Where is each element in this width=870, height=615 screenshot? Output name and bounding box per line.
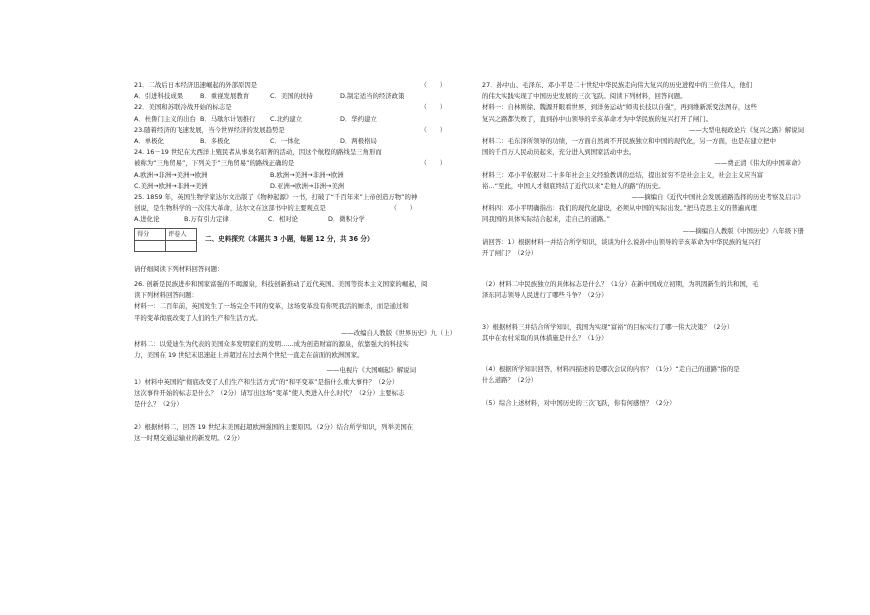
question-23: 23.随着经济的飞速发展，当今世界经济的发展趋势是 （ ） xyxy=(134,125,446,134)
question-21-options xyxy=(134,91,456,102)
option-b: B．重视发展教育 xyxy=(200,92,250,101)
option-a: A．杜鲁门主义的出台 xyxy=(134,114,196,123)
answer-2-line-2: 泽东同志领导人民进行了哪些斗争？（2分） xyxy=(482,291,608,300)
option-c: C.北约建立 xyxy=(270,114,303,123)
option-c: C.美洲→欧洲→非洲→美洲 xyxy=(134,181,208,190)
score-box-row xyxy=(134,228,456,252)
question-25-options xyxy=(134,214,456,225)
instruction: 请仔细阅读下列材料回答问题： xyxy=(134,264,224,273)
question-27-line-1: 27．孙中山、毛泽东、邓小平是二十世纪中华民族走向伟大复兴的历史进程中的三位伟人，他们 xyxy=(482,81,753,89)
answer-1-line-1: 1）材料中英国的“彻底改变了人们生产和生活方式”的“和平变革”是指什么重大事件？（2分） xyxy=(134,377,399,386)
material-2-source: ——电视片《大国崛起》解说词 xyxy=(326,366,416,375)
option-a: A.欧洲→非洲→美洲→欧洲 xyxy=(134,170,208,179)
material-1-line-1: 材料一：自林则徐、魏源开眼看世界，到洋务运动“师夷长技以自强”，再到维新派变法图存，这些 xyxy=(482,103,758,112)
answer-2-line-2: 这一时期交通运输业的新发明。（2分） xyxy=(134,434,244,443)
option-c: C．相对论 xyxy=(268,215,299,224)
score-label: 得分 xyxy=(135,228,166,240)
material-1-line-2: 平的变革彻底改变了人们的生产和生活方式。 xyxy=(134,313,262,322)
answer-2-line-1: （2）材料二中民族独立的具体标志是什么？（1分）在新中国成立初期，为巩固新生的共和国，毛 xyxy=(482,280,759,289)
answer-2-line-1: 2）根据材料二，回答 19 世纪末美国赶超欧洲强国的主要原因。（2分）结合所学知识，列举美国在 xyxy=(134,423,414,432)
material-2-line-2: 力，美国在 19 世纪末迅速赶上并超过在过去两个世纪一直走在前面的欧洲国家。 xyxy=(134,351,364,360)
question-26-line-2: 读下列材料回答问题： xyxy=(134,291,198,300)
material-3-source: ——摘编自《近代中国社会发展道路选择的历史考察及启示》 xyxy=(631,193,804,202)
question-23-options xyxy=(134,136,456,147)
grader-cell[interactable] xyxy=(166,240,197,251)
material-4-line-1: 材料四：邓小平明确指出：我们的现代化建设，必须从中国的实际出发。”把马克思主义的普遍真理 xyxy=(482,204,757,213)
answer-1-line-2: 这次事件开始的标志是什么？（2分）请写出这场“变革”使人类进入什么时代？（2分）主要标志 xyxy=(134,388,405,397)
material-2-line-2: 国的千百万人民动员起来，充分进入到国家活动中去。 xyxy=(482,148,636,157)
material-4-source: ——摘编自人教版《中国历史》八年级下册 xyxy=(682,226,804,235)
question-24-line-2: 被称为“三角贸易”，下列关于“三角贸易”的路线正确的是 （ ） xyxy=(134,159,446,168)
material-1-line-2: 复兴之路都失败了，直到孙中山领导的辛亥革命才为中华民族的复兴打开了闸门。 xyxy=(482,114,713,123)
option-b: B.万有引力定律 xyxy=(184,215,229,224)
answer-4-line-2: 什么道路？（2分） xyxy=(482,376,538,385)
option-b: B.欧洲→美洲→非洲→欧洲 xyxy=(270,170,344,179)
option-d: D．微积分学 xyxy=(328,215,365,224)
answer-3-line-1: 3）根据材料三并结合所学知识，我国为实现“富裕”的目标实行了哪一伟大决策？（2分） xyxy=(482,322,734,331)
answer-1-line-2: 开了闸门？（2分） xyxy=(482,249,538,258)
right-column xyxy=(482,80,804,410)
question-24-options-2 xyxy=(134,181,456,192)
material-1-source: ——改编自人教版《世界历史》九（上） xyxy=(340,328,456,337)
material-1-line-1: 材料一：二百年前，英国发生了一场完全不同的变革，这场变革没有你死我活的厮杀，而是通过和 xyxy=(134,302,409,311)
material-3-line-1: 材料三：邓小平依据对二十多年社会主义经验教训的总结，提出贫穷不是社会主义，社会主义应当富 xyxy=(482,170,764,179)
question-24-options-1 xyxy=(134,170,456,181)
question-21: 21．二战后日本经济迅速崛起的外部原因是 （ ） xyxy=(134,81,446,89)
question-26-line-1: 26. 创新是民族进步和国家富强的不竭源泉，科技创新推动了近代英国、美国等资本主义国家的崛起，阅 xyxy=(134,280,428,289)
option-a: A．单极化 xyxy=(134,137,164,146)
option-c: C．美国的扶持 xyxy=(270,92,313,101)
score-table xyxy=(134,228,197,252)
section-title: 二、史料探究（本题共 3 小题，每题 12 分，共 36 分） xyxy=(205,235,374,244)
question-24-line-1: 24. 16－19 世纪在大西洋上殖民者从事臭名昭著的活动，因这个航程的路线呈三角形而 xyxy=(134,148,382,157)
option-d: D．华约建立 xyxy=(340,114,377,123)
material-1-source: ——大型电视政论片《复兴之路》解说词 xyxy=(688,125,804,134)
left-column xyxy=(134,80,456,445)
question-22-options xyxy=(134,114,456,125)
option-d: D.制定适当的经济政策 xyxy=(340,92,405,101)
option-c: C．一体化 xyxy=(270,137,301,146)
material-2-source: ——费正清《伟大的中国革命》 xyxy=(714,159,804,168)
option-b: B．多极化 xyxy=(200,137,230,146)
question-25-line-1: 25. 1859 年，英国生物学家达尔文出版了《物种起源》一书，打破了“千百年来”上帝创造万物”的神 xyxy=(134,193,418,202)
answer-5-line-1: （5）综合上述材料，对中国历史的三次飞跃，你有何感悟？（2分） xyxy=(482,399,676,408)
option-d: D．两极格局 xyxy=(340,137,377,146)
answer-1-line-3: 是什么？（2分） xyxy=(134,400,183,409)
option-d: D.亚洲→欧洲→非洲→美洲 xyxy=(270,181,345,190)
question-27-line-2: 的伟大实践实现了中国历史发展的三次飞跃。阅读下列材料，回答问题。 xyxy=(482,92,687,101)
material-4-line-2: 同我国的具体实际结合起来，走自己的道路。” xyxy=(482,215,610,224)
option-b: B．马歇尔计划推行 xyxy=(200,114,256,123)
answer-3-line-2: 其中在农村采取的具体措施是什么？（1分） xyxy=(482,333,608,342)
material-2-line-1: 材料二：以爱迪生为代表的美国众多发明家们的发明……成为创造财富的源泉，依靠强大的科技实 xyxy=(134,340,409,349)
answer-1-line-1: 请回答：1）根据材料一并结合所学知识，谈谈为什么说孙中山领导的辛亥革命为中华民族的复兴打 xyxy=(482,237,761,246)
question-25-line-2: 创说，是生物科学的一次伟大革命，达尔文在这部书中的主要观点是 （ ） xyxy=(134,204,416,213)
material-3-line-2: 裕…“至此，中国人才彻底终结了近代以来“走他人的路”的历史。 xyxy=(482,181,665,190)
question-22: 22．美国和苏联冷战开始的标志是 （ ） xyxy=(134,103,446,112)
option-a: A．引进科技成果 xyxy=(134,92,184,101)
material-2-line-1: 材料二：毛东泽所领导的功绩，一方面自然离不开民族独立和中国的现代化，另一方面，也是在建立把中 xyxy=(482,137,776,146)
option-a: A.进化论 xyxy=(134,215,160,224)
score-cell[interactable] xyxy=(135,240,166,251)
grader-label: 评卷人 xyxy=(166,228,197,240)
answer-4-line-1: （4）根据所学知识回答，材料四描述的是哪次会议的内容？（1分）“走自己的道路”指的是 xyxy=(482,365,740,374)
